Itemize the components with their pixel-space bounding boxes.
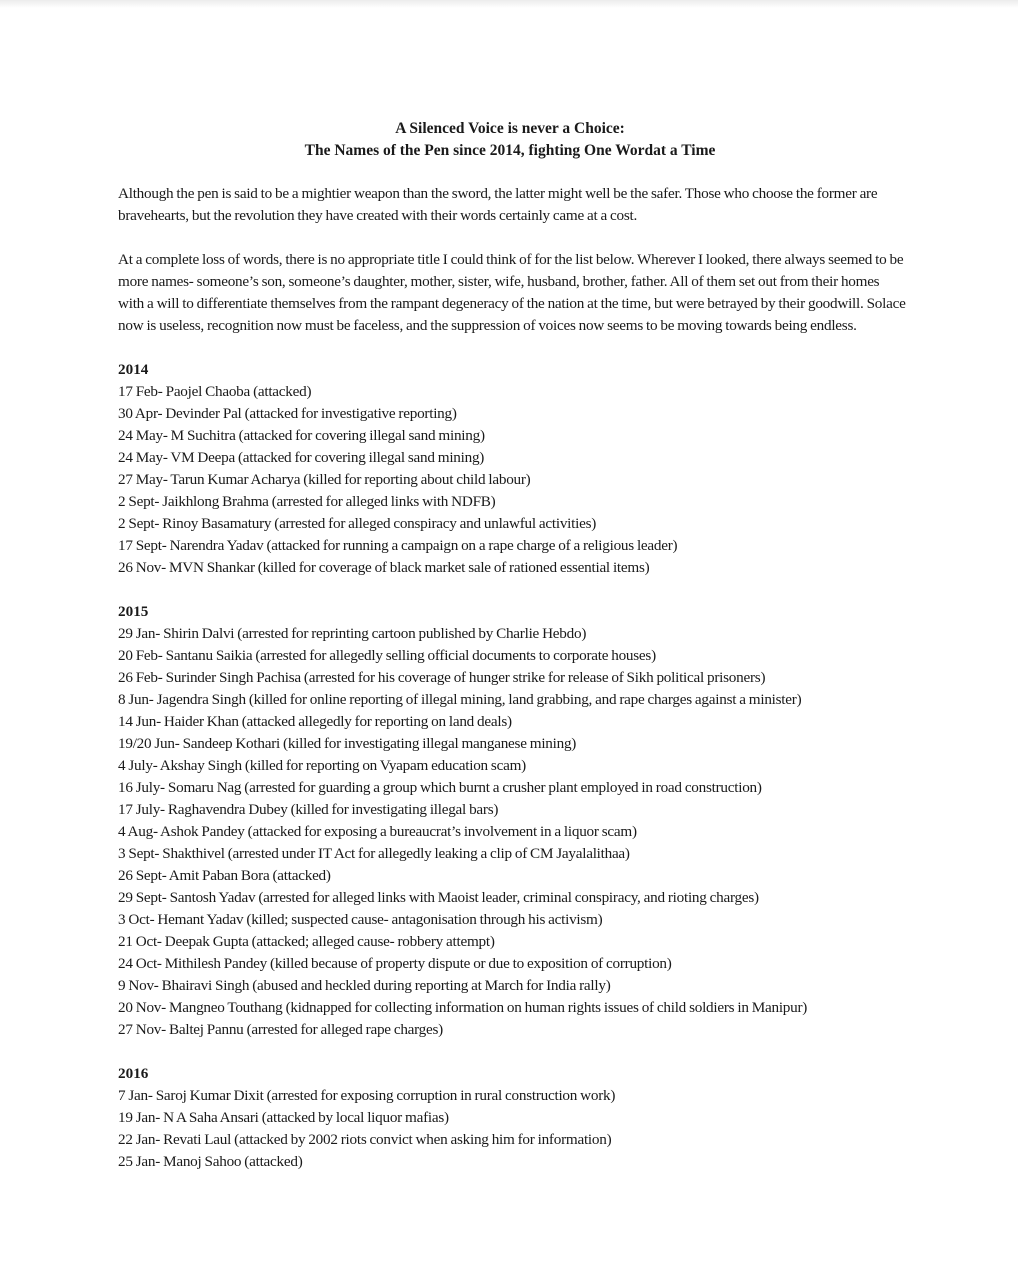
document-page — [118, 118, 908, 1173]
list-item: 21 Oct- Deepak Gupta (attacked; alleged cause- robbery attempt) — [118, 933, 495, 950]
list-item: 17 Feb- Paojel Chaoba (attacked) — [118, 383, 312, 400]
list-item: 8 Jun- Jagendra Singh (killed for online reporting of illegal mining, land grabbing, and rape charges against a minister) — [118, 691, 802, 708]
year-section-2016 — [118, 1063, 908, 1173]
year-heading: 2015 — [118, 603, 149, 620]
list-item: 29 Sept- Santosh Yadav (arrested for alleged links with Maoist leader, criminal conspiracy, and rioting charges) — [118, 889, 759, 906]
list-item: 22 Jan- Revati Laul (attacked by 2002 riots convict when asking him for information) — [118, 1131, 612, 1148]
list-item: 17 Sept- Narendra Yadav (attacked for running a campaign on a rape charge of a religious leader) — [118, 537, 678, 554]
year-heading: 2016 — [118, 1065, 149, 1082]
list-item: 26 Feb- Surinder Singh Pachisa (arrested for his coverage of hunger strike for release of Sikh political prisoners) — [118, 669, 766, 686]
list-item: 20 Nov- Mangneo Touthang (kidnapped for collecting information on human rights issues of child soldiers in Manipur) — [118, 999, 808, 1016]
list-item: 27 May- Tarun Kumar Acharya (killed for reporting about child labour) — [118, 471, 531, 488]
list-item: 17 July- Raghavendra Dubey (killed for investigating illegal bars) — [118, 801, 499, 818]
title-line-2: The Names of the Pen since 2014, fighting One Wordat a Time — [304, 142, 716, 159]
list-item: 26 Nov- MVN Shankar (killed for coverage of black market sale of rationed essential items) — [118, 559, 650, 576]
list-item: 2 Sept- Jaikhlong Brahma (arrested for alleged links with NDFB) — [118, 493, 496, 510]
intro-paragraph: Although the pen is said to be a mightier weapon than the sword, the latter might well be the safer. Those who choose the former are bravehearts, but the revolution they have created with their words certainly came at a cost. — [118, 185, 878, 224]
list-item: 24 May- VM Deepa (attacked for covering illegal sand mining) — [118, 449, 485, 466]
list-item: 2 Sept- Rinoy Basamatury (arrested for alleged conspiracy and unlawful activities) — [118, 515, 597, 532]
list-item: 20 Feb- Santanu Saikia (arrested for allegedly selling official documents to corporate houses) — [118, 647, 656, 664]
context-paragraph: At a complete loss of words, there is no appropriate title I could think of for the list below. Wherever I looked, there always seemed to be more names- someone’s son, someone’s daughter, mother, sister, wife, husband, brother, father. All of them set out from their homes with a will to differentiate themselves from the rampant degeneracy of the nation at the time, but were betrayed by their goodwill. Solace now is useless, recognition now must be faceless, and the suppression of voices now seems to be moving towards being endless. — [118, 251, 906, 334]
title-line-1: A Silenced Voice is never a Choice: — [395, 120, 625, 137]
list-item: 3 Sept- Shakthivel (arrested under IT Act for allegedly leaking a clip of CM Jayalalithaa) — [118, 845, 630, 862]
year-section-2015 — [118, 601, 908, 1041]
year-heading: 2014 — [118, 361, 149, 378]
list-item: 27 Nov- Baltej Pannu (arrested for alleged rape charges) — [118, 1021, 443, 1038]
list-item: 14 Jun- Haider Khan (attacked allegedly for reporting on land deals) — [118, 713, 512, 730]
list-item: 9 Nov- Bhairavi Singh (abused and heckled during reporting at March for India rally) — [118, 977, 611, 994]
list-item: 24 May- M Suchitra (attacked for covering illegal sand mining) — [118, 427, 485, 444]
document-title — [112, 118, 908, 162]
list-item: 19 Jan- N A Saha Ansari (attacked by local liquor mafias) — [118, 1109, 449, 1126]
list-item: 16 July- Somaru Nag (arrested for guarding a group which burnt a crusher plant employed in road construction) — [118, 779, 762, 796]
year-section-2014 — [118, 359, 908, 579]
list-item: 7 Jan- Saroj Kumar Dixit (arrested for exposing corruption in rural construction work) — [118, 1087, 616, 1104]
list-item: 25 Jan- Manoj Sahoo (attacked) — [118, 1153, 303, 1170]
list-item: 4 Aug- Ashok Pandey (attacked for exposing a bureaucrat’s involvement in a liquor scam) — [118, 823, 637, 840]
list-item: 19/20 Jun- Sandeep Kothari (killed for investigating illegal manganese mining) — [118, 735, 577, 752]
list-item: 24 Oct- Mithilesh Pandey (killed because of property dispute or due to exposition of corruption) — [118, 955, 672, 972]
list-item: 30 Apr- Devinder Pal (attacked for investigative reporting) — [118, 405, 457, 422]
list-item: 26 Sept- Amit Paban Bora (attacked) — [118, 867, 331, 884]
list-item: 29 Jan- Shirin Dalvi (arrested for reprinting cartoon published by Charlie Hebdo) — [118, 625, 587, 642]
list-item: 4 July- Akshay Singh (killed for reporting on Vyapam education scam) — [118, 757, 526, 774]
list-item: 3 Oct- Hemant Yadav (killed; suspected cause- antagonisation through his activism) — [118, 911, 603, 928]
page-top-shadow — [0, 0, 1018, 8]
